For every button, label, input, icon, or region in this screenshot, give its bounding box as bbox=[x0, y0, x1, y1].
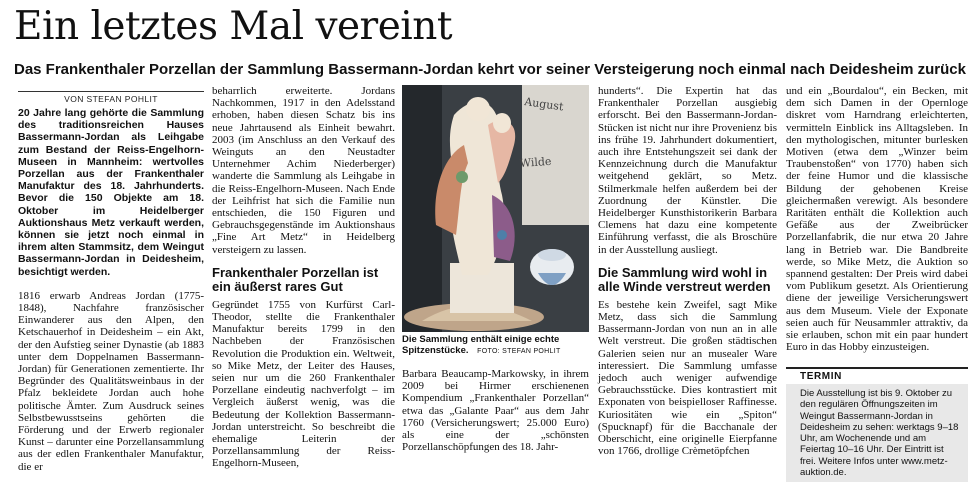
section-subtitle: Die Sammlung wird wohl in alle Winde verstreut werden bbox=[598, 264, 771, 295]
body-paragraph: Es bestehe kein Zweifel, sagt Mike Metz, dass sich die Sammlung Bassermann-Jordan von nun an in alle Welt verstreut. Die großen städtischen Galerien seien nur an musealer Ware interessiert. Die Sammlung umfasse jedoch auch weniger aufwendige Gebrauchsstücke. Dies kontrastiert mit Exponaten von beispielloser Raffinesse. Kuriositäten wie ein „Spiton“ (Spucknapf) für die Bacchanale der Oberschicht, eine originelle Eierpfanne von 1766, drollige Crèmetöpfchen bbox=[598, 298, 777, 458]
lead-paragraph: 20 Jahre lang gehörte die Sammlung des traditionsreichen Hauses Bassermann-Jordan als Leihgabe zum Bestand der Reiss-Engelhorn-Museen in Mannheim: wertvolles Porzellan aus der Frankenthaler Manufaktur des 18. Jahrhunderts. Bevor die 150 Objekte am 18. Oktober im Heidelberger Auktionshaus Metz verkauft werden, können sie jetzt noch einmal in ihrem alten Stammsitz, dem Weingut Bassermann-Jordan in Deidesheim, besichtigt werden. bbox=[18, 107, 204, 278]
body-paragraph: Barbara Beaucamp-Markowsky, in ihrem 2009 bei Hirmer erschienenen Kompendium „Frankenthaler Porzellan“ etwa das „Galante Paar“ aus dem Jahr 1760 (Versicherungswert; 25.000 Euro) als eine der „schönsten Porzellanschöpfungen des 18. Jahr- bbox=[402, 368, 589, 454]
termin-box bbox=[786, 367, 968, 479]
porcelain-photo bbox=[402, 85, 589, 332]
photo-label-august: August bbox=[523, 95, 565, 114]
subheadline: Das Frankenthaler Porzellan der Sammlung Bassermann-Jordan kehrt vor seiner Versteigerung noch einmal nach Deidesheim zurück bbox=[14, 61, 966, 78]
column-1 bbox=[18, 107, 204, 481]
section-subtitle: Frankenthaler Porzellan ist ein äußerst rares Gut bbox=[212, 264, 379, 295]
body-paragraph: Gegründet 1755 von Kurfürst Carl-Theodor, stellte die Frankenthaler Manufaktur bereits 1799 in den Nachbeben der Französischen Revolution die Produktion ein. Weltweit, so Mike Metz, der Leiter des Hauses, seien nur um die 260 Frankenthaler Porzellane eindeutig nachverfolgt – im Vergleich äußerst wenig, was die Bedeutung der Kollektion Bassermann-Jordan unterstreicht. So beschreibt die ehemalige Leiterin der Porzellansammlung der Reiss-Engelhorn-Museen, bbox=[212, 298, 395, 470]
column-2 bbox=[212, 85, 395, 470]
caption-text: Die Sammlung enthält einige echte Spitzenstücke. bbox=[402, 334, 560, 356]
body-paragraph: hunderts“. Die Expertin hat das Frankenthaler Porzellan ausgiebig erforscht. Bei den Bassermann-Jordan-Stücken ist nicht nur ihre Provenienz bis ins frühe 19. Jahrhundert dokumentiert, auch ihre Entstehungszeit sei dank der Kennzeichnung durch die Manufaktur weitgehend geklärt, so Metz. Stilmerkmale helfen außerdem bei der Zuordnung der Künstler. Die Heidelberger Kunsthistorikerin Barbara Clemens hat dazu eine kompetente Einführung verfasst, die als Broschüre in der Ausstellung ausliegt. bbox=[598, 85, 777, 256]
headline: Ein letztes Mal vereint bbox=[14, 4, 453, 49]
column-photo-text bbox=[402, 368, 589, 480]
byline: VON STEFAN POHLIT bbox=[18, 91, 204, 104]
termin-text: Die Ausstellung ist bis 9. Oktober zu den regulären Öffnungszeiten im Weingut Bassermann-Jordan in Deidesheim zu sehen: werktags 9–18 Uhr, am Wochenende und am Feiertag 10–16 Uhr. Der Eintritt ist frei. Weitere Infos unter www.metz-auktion.de. bbox=[786, 384, 968, 482]
termin-title: TERMIN bbox=[800, 371, 842, 382]
column-4 bbox=[786, 85, 968, 370]
column-3 bbox=[598, 85, 777, 459]
photo-label-wilde: Wilde bbox=[519, 154, 552, 170]
body-paragraph: 1816 erwarb Andreas Jordan (1775-1848), Nachfahre französischer Einwanderer aus den Alpen, den Ketschauerhof in Deidesheim – ein Akt, der den Aufstieg seiner Dynastie (ab 1883 unter dem Doppelnamen Bassermann-Jordan) für Generationen zementierte. Ihr Begründer des Qualitätsweinbaus in der Pfalz bekleidete Jordan auch hohe politische Ämter. Zum Ausdruck seines Selbstbewusstseins gehörten die Förderung und der Erwerb regionaler Kunst – darunter eine Porzellansammlung aus der edlen Frankenthaler Manufaktur, die er bbox=[18, 289, 204, 473]
photo-credit: FOTO: STEFAN POHLIT bbox=[477, 348, 561, 355]
body-paragraph: und ein „Bourdalou“, ein Becken, mit dem sich Damen in der Opernloge diskret vom Harndrang erleichterten, vermitteln Einblick ins Alltagsleben. In den mythologischen, mitunter burlesken Motiven (etwa dem „Winzer beim Traubenstoßen“ von 1770) haben sich der feine Humor und die klassische Bildung der gehobenen Kreise gleichermaßen verewigt. Als besondere Raritäten enthält die Kollektion auch Gefäße aus der Zweibrücker Porzellanfabrik, die nur etwa 20 Jahre lang in Betrieb war. Die Bandbreite werde, so Mike Metz, die Auktion so spannend gestalten: Der Preis wird dabei vom Publikum gesetzt. Als Orientierung diene der jeweilige Versicherungswert aus dem Museum. Viele der Exponate seien auch für Neusammler attraktiv, da sie erlauben, schon mit ein paar hundert Euro in das Hobby einzusteigen. bbox=[786, 85, 968, 354]
body-paragraph: beharrlich erweiterte. Jordans Nachkommen, 1917 in den Adelsstand erhoben, haben diesen Schatz bis ins neue Jahrtausend als Einheit bewahrt. 2003 (im Anschluss an den Verkauf des Weinguts an den Neustadter Unternehmer Achim Niederberger) wanderte die Sammlung als Leihgabe in die Reiss-Engelhorn-Museen. Nach Ende der Leihfrist hat sich die Familie nun entschieden, die 150 Figuren und Gebrauchsgegenstände im Auktionshaus „Fine Art Metz“ in Heidelberg versteigern zu lassen. bbox=[212, 85, 395, 256]
photo-caption bbox=[402, 334, 592, 357]
